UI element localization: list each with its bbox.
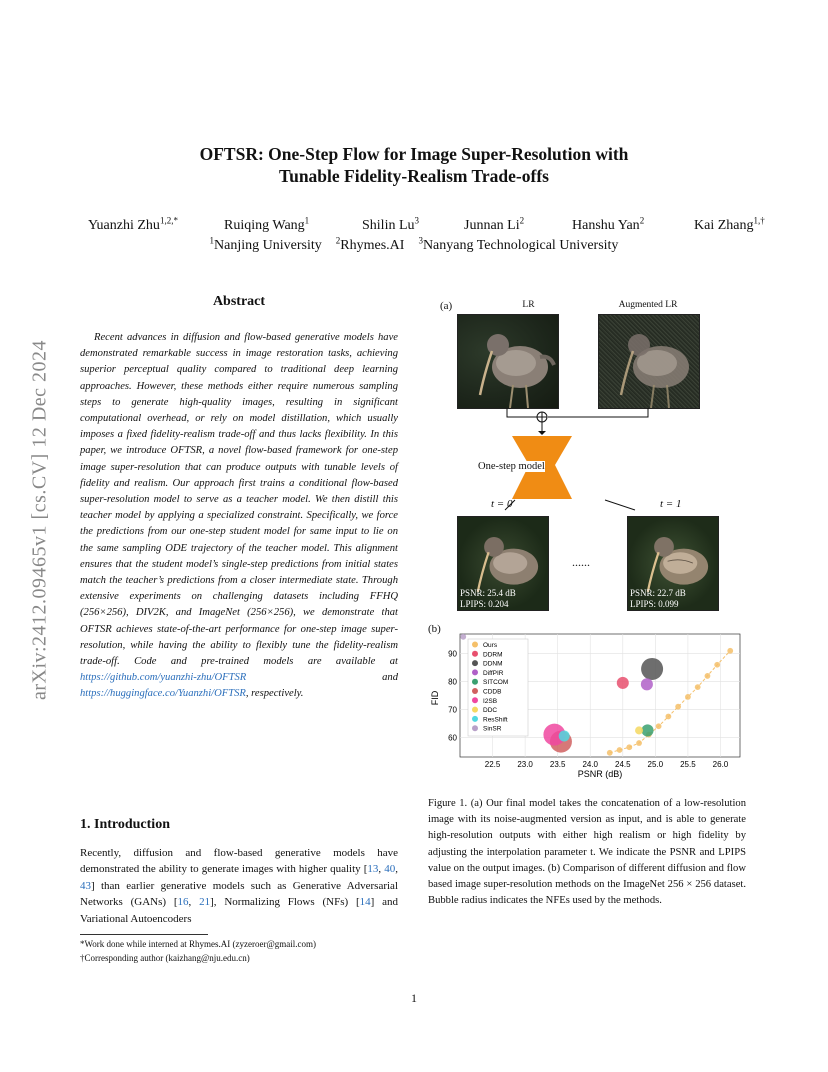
abstract-body: Recent advances in diffusion and flow-based generative models have demonstrated remarkable success in image restoration tasks, achieving superior perceptual quality compared to traditional deep learning approaches. However, these methods either require numerous sampling steps to generate high-quality images, resulting in significant computational overhead, or rely on model distillation, which usually imposes a fixed fidelity-realism trade-off and thus lacks flexibility. In this paper, we introduce OFTSR, a novel flow-based framework for one-step image super-resolution that can produce outputs with tunable levels of fidelity and realism. Our approach first trains a conditional flow-based super-resolution model to serve as a teacher model. We then distill this teacher model by applying a specialized constraint. Specifically, we force the predictions from our one-step student model for same input to lie on the same sampling ODE trajectory of the teacher model. This alignment ensures that the student model’s single-step predictions from initial states match the teacher’s predictions from a closer intermediate state. Through extensive experiments on challenging datasets including FFHQ (256×256), DIV2K, and ImageNet (256×256), we demonstrate that OFTSR achieves state-of-the-art performance for one-step image super-resolution, while having the ability to flexibly tune the fidelity-realism trade-off. Code and pre-trained models are available at https://github.com/yuanzhi-zhu/OFTSR and https://huggingface.co/Yuanzhi/OFTSR, respectively. [80,332,398,700]
legend-label: I2SB [483,697,498,705]
x-tick-label: 24.5 [615,760,631,769]
citation-link[interactable]: 13 [367,863,379,876]
lpips-readout: LPIPS: 0.204 [460,599,509,609]
legend-marker [472,679,478,685]
x-tick-label: 22.5 [484,760,501,769]
author: Kai Zhang$^{1,\dagger}$ [694,215,765,233]
legend-marker [472,725,478,731]
noisy-bird-illustration [599,315,699,408]
x-tick-label: 23.5 [549,760,566,769]
lr-image [457,314,559,409]
augmented-lr-label: Augmented LR [618,300,678,310]
legend-label: Ours [483,642,498,649]
footnote-corresponding-author: †Corresponding author (kaizhang@nju.edu.cn) [80,953,250,963]
data-point-sitcom [642,724,654,736]
legend-label: DiffPIR [483,669,504,677]
psnr-readout: PSNR: 22.7 dB [630,588,686,598]
lpips-readout: LPIPS: 0.099 [630,599,679,609]
augmented-lr-image [598,314,700,409]
legend-label: DDNM [483,660,503,668]
author: Hanshu Yan$^2$ [572,215,645,233]
footnote-work-done: *Work done while interned at Rhymes.AI (zyzeroer@gmail.com) [80,939,316,949]
data-point-ours [626,744,632,750]
y-tick-label: 70 [448,705,457,715]
affiliation: Nanyang Technological University [422,238,619,253]
affiliations: $^1$Nanjing University $^2$Rhymes.AI $^3$Nanyang Technological University [209,235,619,253]
legend [468,639,528,736]
fid-vs-psnr-chart [428,630,748,782]
abstract-heading: Abstract [212,294,266,309]
y-tick-label: 60 [448,733,457,743]
x-tick-label: 24.0 [582,760,599,769]
paper-title [0,143,828,187]
page-number: 1 [411,991,417,1005]
x-axis-label: PSNR (dB) [577,769,623,779]
legend-marker [472,660,478,666]
legend-marker [472,651,478,657]
y-tick-label: 80 [448,677,457,687]
citation-link[interactable]: 40 [384,863,396,876]
connector-left [507,408,537,417]
citation-link[interactable]: 43 [80,879,91,892]
lr-label: LR [522,300,535,310]
author: Ruiqing Wang$^1$ [224,215,310,233]
y-tick-label: 90 [448,649,457,659]
section-heading-introduction: 1. Introduction [80,817,170,832]
output-arrows [440,480,740,520]
panel-b-label: (b) [428,623,441,635]
data-point-ddc [635,726,643,734]
data-point-diffpir [641,678,653,690]
ellipsis: ...... [572,555,590,569]
legend-label: SinSR [483,725,502,733]
legend-label: DDRM [483,651,503,659]
data-point-ours [656,723,662,729]
x-tick-label: 25.5 [680,760,696,769]
psnr-readout: PSNR: 25.4 dB [460,588,516,598]
y-axis-label: FID [430,690,440,706]
legend-label: DDC [483,707,498,715]
github-link[interactable]: https://github.com/yuanzhi-zhu/OFTSR [80,672,247,684]
t1-label: t = 1 [660,498,682,510]
legend-marker [472,697,478,703]
x-tick-label: 25.0 [647,760,664,769]
legend-label: ResShift [483,716,508,724]
data-point-ddrm [617,677,629,689]
arxiv-identifier-stamp: arXiv:2412.09465v1 [cs.CV] 12 Dec 2024 [28,339,51,701]
title-line-2: Tunable Fidelity-Realism Trade-offs [279,166,549,186]
one-step-model-label: One-step model [478,461,545,472]
legend-label: SITCOM [483,679,509,687]
citation-link[interactable]: 14 [359,896,371,909]
citation-link[interactable]: 16 [177,896,189,909]
data-point-ours [727,648,733,654]
data-point-ours [685,694,691,700]
data-point-ours [675,704,681,710]
connector-right [548,408,648,417]
t0-label: t = 0 [491,498,513,510]
data-point-ours [695,684,701,690]
legend-marker [472,669,478,675]
legend-label: CDDB [483,688,502,696]
data-point-ours [714,662,720,668]
output-image-t0 [457,516,549,611]
data-point-ours [617,747,623,753]
affiliation: Nanjing University [214,238,322,253]
citation-link[interactable]: 21 [199,896,211,909]
data-point-resshift [559,731,570,742]
legend-marker [472,716,478,722]
author: Yuanzhi Zhu$^{1,2,*}$ [88,215,178,233]
output-image-t1 [627,516,719,611]
title-line-1: OFTSR: One-Step Flow for Image Super-Resolution with [199,144,629,164]
affiliation: Rhymes.AI [340,238,405,253]
data-point-ours [636,740,642,746]
author: Junnan Li$^2$ [464,215,525,233]
footnote-divider [80,934,208,935]
legend-marker [472,707,478,713]
figure-caption: Figure 1. (a) Our final model takes the concatenation of a low-resolution image with its noise-augmented version as input, and is able to generate high-resolution outputs with either high realism or high fidelity by adjusting the interpolation parameter t. We indicate the PSNR and LPIPS value on the output images. (b) Comparison of different diffusion and flow based image super-resolution methods on the ImageNet 256 × 256 dataset. Bubble radius indicates the NFEs used by the methods. [428,798,746,907]
legend-marker [472,688,478,694]
panel-a-label: (a) [440,300,453,312]
x-tick-label: 23.0 [517,760,533,769]
huggingface-link[interactable]: https://huggingface.co/Yuanzhi/OFTSR [80,688,246,700]
data-point-ours [607,750,613,756]
legend-marker [472,642,478,648]
introduction-paragraph: Recently, diffusion and flow-based generative models have demonstrated the ability to generate images with higher quality [13, 40, 43] than earlier generative models such as Generative Adversarial Networks (GANs) [16, 21], Normalizing Flows (NFs) [14] and Variational Autoencoders [80,847,399,925]
data-point-sinsr [460,634,466,640]
x-tick-label: 26.0 [712,760,729,769]
data-point-ours [665,714,671,720]
author: Shilin Lu$^3$ [362,215,420,233]
bird-illustration [458,315,558,408]
data-point-ours [705,673,711,679]
data-point-ddnm [641,658,663,680]
